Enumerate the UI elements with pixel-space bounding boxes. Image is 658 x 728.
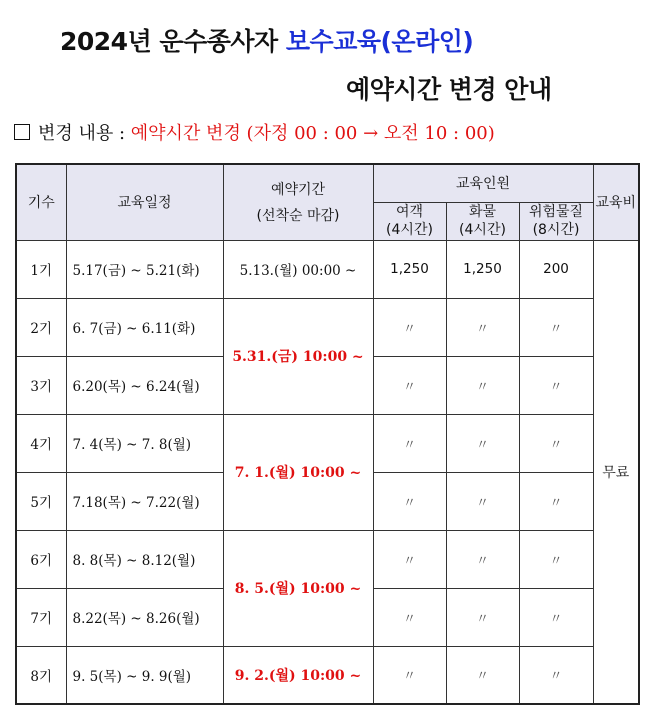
cell-schedule: 7.18(목) ~ 7.22(월)	[66, 472, 223, 530]
cell-period: 3기	[16, 356, 66, 414]
cell-hazmat: 〃	[519, 298, 593, 356]
cell-passenger: 〃	[373, 646, 446, 704]
header-cargo-hours: (4시간)	[459, 222, 506, 238]
header-passenger-hours: (4시간)	[386, 222, 433, 238]
cell-cargo: 〃	[446, 414, 519, 472]
cell-fee: 무료	[593, 240, 639, 704]
cell-reservation: 9. 2.(월) 10:00 ~	[223, 646, 373, 704]
table-row	[16, 240, 639, 298]
header-period: 기수	[16, 164, 66, 240]
header-fee: 교육비	[593, 164, 639, 240]
cell-hazmat: 〃	[519, 472, 593, 530]
header-hazmat	[519, 202, 593, 240]
page-subtitle: 예약시간 변경 안내	[346, 75, 552, 104]
cell-hazmat: 〃	[519, 588, 593, 646]
header-hazmat-hours: (8시간)	[532, 222, 580, 238]
cell-period: 2기	[16, 298, 66, 356]
cell-hazmat: 〃	[519, 646, 593, 704]
table-row	[16, 414, 639, 472]
notice-label: 변경 내용 :	[38, 123, 131, 144]
cell-period: 4기	[16, 414, 66, 472]
cell-schedule: 8. 8(목) ~ 8.12(월)	[66, 530, 223, 588]
cell-cargo: 〃	[446, 588, 519, 646]
header-hazmat-title: 위험물질	[528, 204, 584, 220]
cell-cargo: 〃	[446, 472, 519, 530]
checkbox-icon	[14, 124, 30, 140]
header-schedule: 교육일정	[66, 164, 223, 240]
cell-cargo: 1,250	[446, 240, 519, 298]
header-row	[16, 164, 639, 202]
schedule-table	[15, 163, 640, 705]
header-reservation-title: 예약기간	[270, 182, 326, 199]
cell-passenger: 〃	[373, 588, 446, 646]
cell-reservation: 5.31.(금) 10:00 ~	[223, 298, 373, 414]
cell-reservation: 8. 5.(월) 10:00 ~	[223, 530, 373, 646]
cell-period: 7기	[16, 588, 66, 646]
title-main: 2024년 운수종사자	[60, 27, 286, 56]
header-cargo-title: 화물	[468, 204, 497, 220]
cell-hazmat: 〃	[519, 356, 593, 414]
cell-cargo: 〃	[446, 646, 519, 704]
cell-passenger: 〃	[373, 414, 446, 472]
cell-period: 1기	[16, 240, 66, 298]
header-reservation	[223, 164, 373, 240]
cell-schedule: 9. 5(목) ~ 9. 9(월)	[66, 646, 223, 704]
header-trainees: 교육인원	[373, 164, 593, 202]
cell-reservation: 5.13.(월) 00:00 ~	[223, 240, 373, 298]
cell-period: 6기	[16, 530, 66, 588]
cell-passenger: 〃	[373, 356, 446, 414]
cell-hazmat: 〃	[519, 530, 593, 588]
cell-schedule: 6.20(목) ~ 6.24(월)	[66, 356, 223, 414]
header-passenger-title: 여객	[395, 204, 424, 220]
cell-passenger: 〃	[373, 530, 446, 588]
cell-schedule: 7. 4(목) ~ 7. 8(월)	[66, 414, 223, 472]
title-highlight: 보수교육(온라인)	[285, 27, 474, 56]
cell-schedule: 5.17(금) ~ 5.21(화)	[66, 240, 223, 298]
cell-period: 5기	[16, 472, 66, 530]
cell-reservation: 7. 1.(월) 10:00 ~	[223, 414, 373, 530]
cell-period: 8기	[16, 646, 66, 704]
cell-schedule: 6. 7(금) ~ 6.11(화)	[66, 298, 223, 356]
cell-hazmat: 200	[519, 240, 593, 298]
cell-passenger: 〃	[373, 472, 446, 530]
header-passenger	[373, 202, 446, 240]
cell-passenger: 1,250	[373, 240, 446, 298]
change-notice	[14, 119, 495, 145]
cell-hazmat: 〃	[519, 414, 593, 472]
header-cargo	[446, 202, 519, 240]
cell-cargo: 〃	[446, 356, 519, 414]
page-title	[60, 22, 473, 58]
cell-cargo: 〃	[446, 298, 519, 356]
table-row	[16, 298, 639, 356]
header-reservation-note: (선착순 마감)	[256, 208, 340, 225]
table-row	[16, 646, 639, 704]
table-row	[16, 530, 639, 588]
cell-passenger: 〃	[373, 298, 446, 356]
notice-content: 예약시간 변경 (자정 00 : 00 → 오전 10 : 00)	[130, 123, 495, 144]
cell-cargo: 〃	[446, 530, 519, 588]
cell-schedule: 8.22(목) ~ 8.26(월)	[66, 588, 223, 646]
